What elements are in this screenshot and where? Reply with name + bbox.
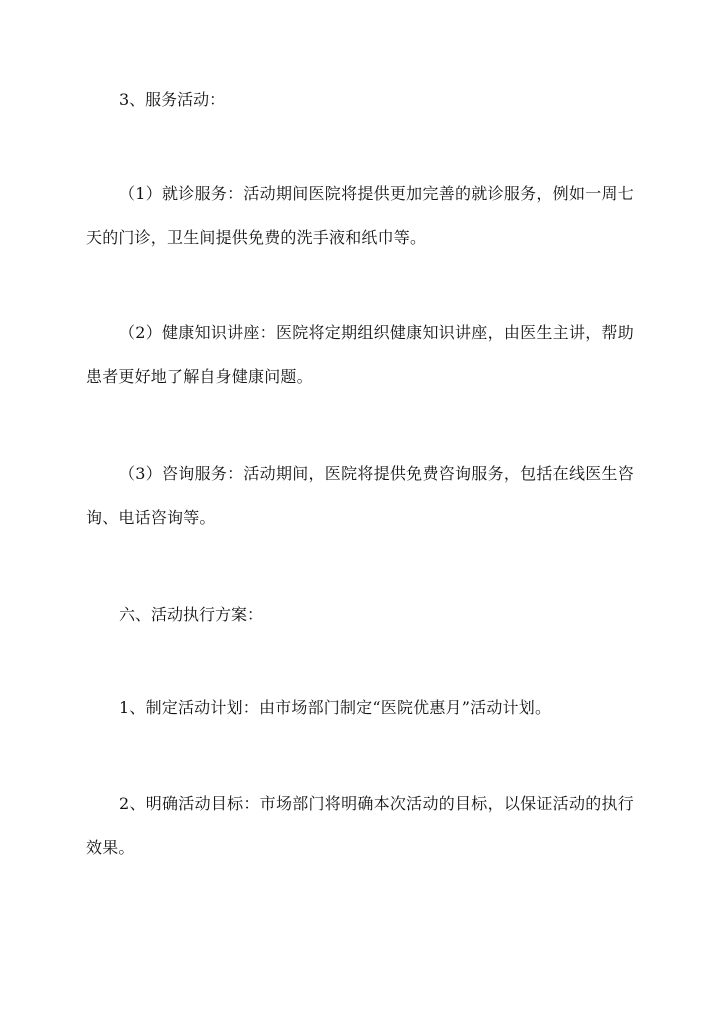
service-item-2-paragraph: （2）健康知识讲座：医院将定期组织健康知识讲座，由医生主讲，帮助患者更好地了解自身健康问题。 [86,323,634,386]
execution-step-2-paragraph: 2、明确活动目标：市场部门将明确本次活动的目标，以保证活动的执行效果。 [86,794,634,857]
service-item-1-paragraph: （1）就诊服务：活动期间医院将提供更加完善的就诊服务，例如一周七天的门诊，卫生间提供免费的洗手液和纸巾等。 [86,184,634,247]
section-6-heading: 六、活动执行方案： [119,605,264,624]
service-item-3-paragraph: （3）咨询服务：活动期间，医院将提供免费咨询服务，包括在线医生咨询、电话咨询等。 [86,464,634,527]
execution-step-1-paragraph: 1、制定活动计划：由市场部门制定“医院优惠月”活动计划。 [119,698,552,717]
section-3-heading: 3、服务活动： [119,90,226,109]
